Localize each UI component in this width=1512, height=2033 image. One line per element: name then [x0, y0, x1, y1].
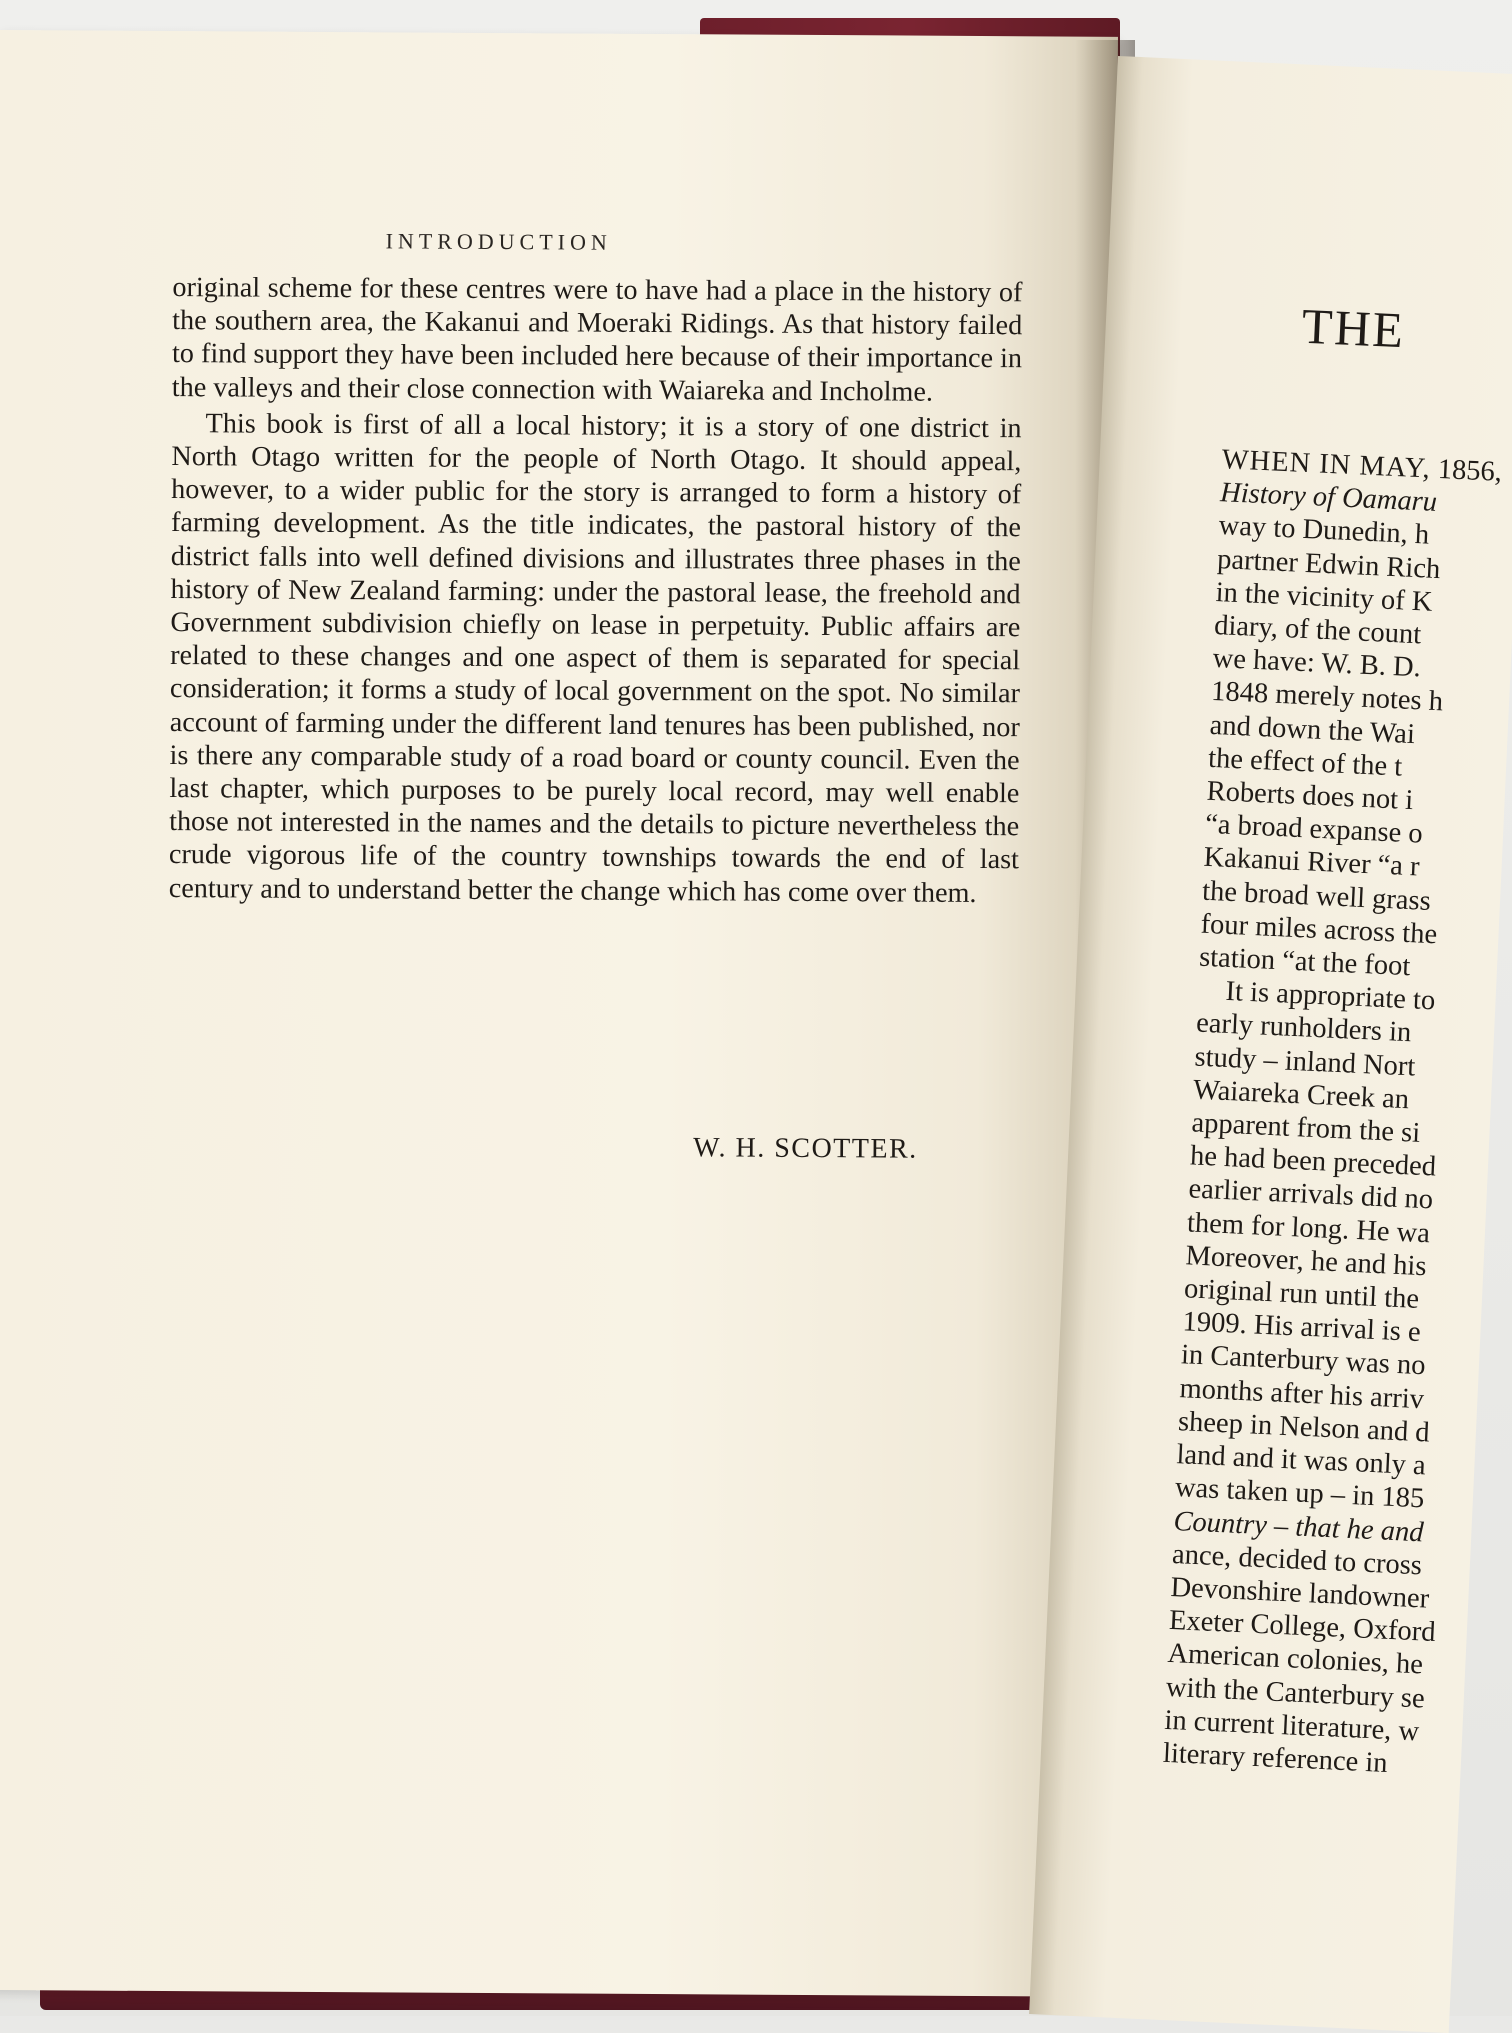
chapter-text — [1162, 443, 1512, 1797]
left-page — [0, 30, 1118, 1997]
text-line: Kakanui River “a r — [1203, 842, 1421, 883]
text-line: land and it was only a — [1175, 1439, 1427, 1482]
opening-smallcaps: WHEN IN MAY, — [1221, 444, 1432, 485]
text-line: station “at the foot — [1198, 941, 1412, 983]
text-line: American colonies, he — [1166, 1638, 1424, 1681]
text-line: Moreover, he and his — [1184, 1240, 1428, 1283]
text-line: them for long. He wa — [1186, 1207, 1431, 1250]
text-line: sheep in Nelson and d — [1177, 1406, 1431, 1449]
text-line-fragment: 1856, — [1430, 453, 1503, 488]
text-line: the effect of the t — [1207, 742, 1403, 783]
text-line: way to Dunedin, h — [1218, 510, 1430, 551]
text-line: in Canterbury was no — [1180, 1339, 1427, 1382]
text-line: Country – that he and — [1172, 1505, 1425, 1548]
text-line: apparent from the si — [1190, 1107, 1421, 1149]
text-line: earlier arrivals did no — [1187, 1173, 1434, 1216]
text-line: ance, decided to cross — [1171, 1538, 1423, 1582]
introduction-text — [169, 271, 1023, 910]
text-line: original run until the — [1183, 1273, 1420, 1315]
text-line: Waiareka Creek an — [1192, 1074, 1410, 1116]
text-line: and down the Wai — [1209, 709, 1416, 750]
text-line: was taken up – in 185 — [1174, 1472, 1425, 1515]
text-line: in current literature, w — [1163, 1704, 1420, 1748]
text-line: 1909. His arrival is e — [1181, 1306, 1422, 1349]
paragraph-2: This book is first of all a local history; it is a story of one district in North Otago written for the people of North Otago. It should appeal, however, to a wider public for the story is arranged to form a history of farming development. As the title indicates, the pastoral history of the district falls into well defined divisions and illustrates three phases in the history of New Zealand farming: under the pastoral lease, the freehold and Government subdivision chiefly on lease in perpetuity. Public affairs are related to these changes and one aspect of them is separated for special consideration; it forms a study of local government on the spot. No similar account of farming under the different land tenures has been published, nor is there any comparable study of a road board or county council. Even the last chapter, which purposes to be purely local record, may well enable those not interested in the names and the details to picture nevertheless the crude vigorous life of the country townships towards the end of last century and to understand better the change which has come over them. — [168, 408, 1022, 909]
text-line: Exeter College, Oxford — [1168, 1605, 1437, 1649]
text-line: he had been preceded — [1189, 1140, 1437, 1183]
text-line: early runholders in — [1195, 1008, 1412, 1049]
text-line: History of Oamaru — [1219, 477, 1438, 519]
text-line: we have: W. B. D. — [1212, 643, 1422, 684]
text-line: Roberts does not i — [1206, 775, 1414, 817]
text-line: partner Edwin Rich — [1216, 543, 1441, 585]
text-line: Devonshire landowner — [1169, 1571, 1430, 1615]
text-line: months after his arriv — [1178, 1372, 1425, 1415]
text-line: the broad well grass — [1201, 875, 1432, 917]
text-line: in the vicinity of K — [1215, 576, 1434, 618]
text-line: It is appropriate to — [1224, 976, 1436, 1017]
running-head: INTRODUCTION — [385, 228, 612, 255]
text-line: literary reference in — [1162, 1737, 1389, 1779]
text-line: diary, of the count — [1213, 609, 1422, 651]
chapter-title: THE — [1300, 297, 1407, 359]
text-line: “a broad expanse o — [1204, 808, 1424, 850]
text-line: with the Canterbury se — [1165, 1671, 1426, 1715]
paragraph-1: original scheme for these centres were to have had a place in the history of the southern area, the Kakanui and Moeraki Ridings. As that history failed to find support they have been included here because of their importance in the valleys and their close connection with Waiareka and Incholme. — [171, 272, 1023, 408]
text-line: 1848 merely notes h — [1210, 676, 1444, 718]
text-line: study – inland Nort — [1193, 1041, 1417, 1083]
author-signature: W. H. SCOTTER. — [693, 1132, 918, 1165]
text-line: four miles across the — [1200, 908, 1438, 951]
